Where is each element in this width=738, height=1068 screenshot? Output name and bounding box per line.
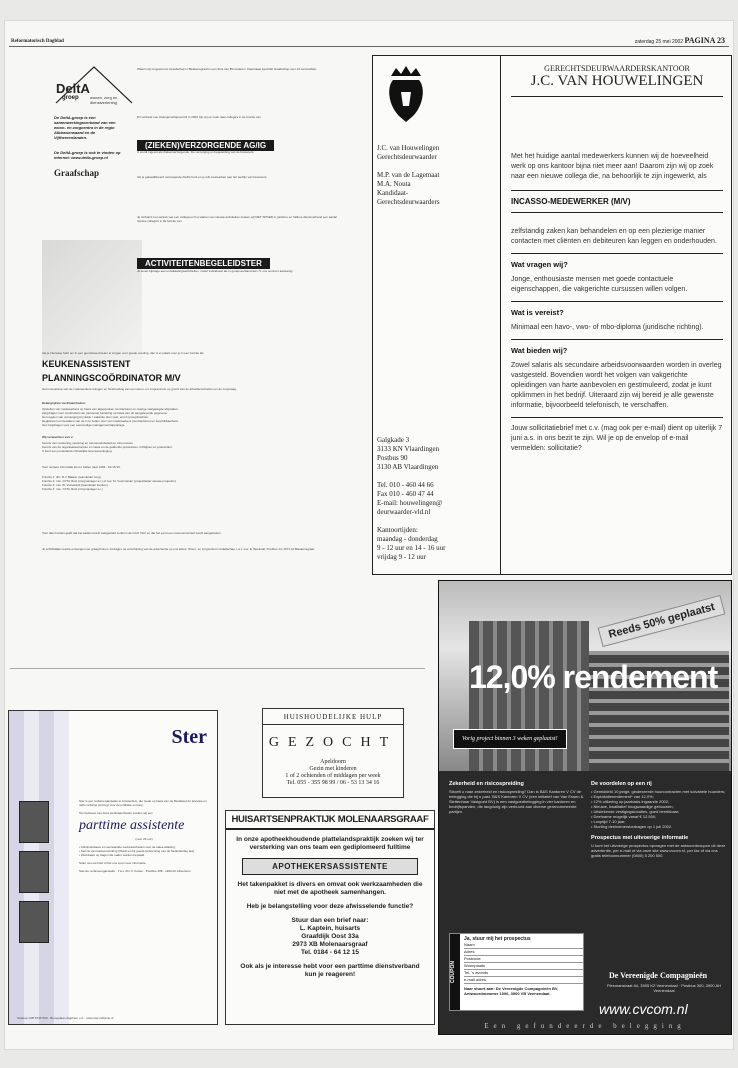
- mol-address-line: Tel. 0184 - 64 12 15: [300, 949, 360, 956]
- huisartsenpraktijk-ad: [225, 810, 435, 1025]
- mol-address-line: Stuur dan een brief naar:: [291, 917, 369, 924]
- job-heading: KEUKENASSISTENT: [42, 359, 131, 369]
- ster-item: • Kennis van tekstverwerking (Word) en bij goede beheersing van de Nederlandse taal;: [79, 849, 195, 853]
- ster-body: Ster is een reclamerganisatie te Amsterdam, die mede op basis van de Mediawet de televisie en radio reclame verzorgt voor de publieke omroep. Ten behoeve van deze werkzaamheden zoeken wij een parttime assistente (voor 24 uur) • Administratieve en secretariële werkzaamheden voor de sales-afdeling; • Kennis van tekstverwerking (Word) en bij goede beheersing van de Nederlandse taal; • Werkzaam op dagen die nader worden bepaald. Stuur ons uw brief of bel ons voor meer informatie. Ster-de reclameorganisatie · T.a.v. dhr. F. Koster · Postbus 408 · 1200 AK Hilversum: [79, 799, 209, 873]
- address-line: Galgkade 3: [377, 436, 410, 444]
- hh-details: [263, 759, 403, 787]
- voordeel-item: • Nieuwe, kwalitatief hoogwaardige gebouwen;: [591, 804, 674, 809]
- contact-list: [42, 475, 347, 491]
- delta-para: Je verband met vertrek van een collega en het starten van nieuwe activiteiten zoeken wij MET SPOED in parttime en fulltime dienstverband een aantal nieuwe collega's in de functie van: [137, 215, 337, 223]
- staff-line: Gerechtsdeurwaarder: [377, 153, 437, 161]
- staff-line: M.P. van de Lagemaat: [377, 171, 440, 179]
- ster-footer: Telefoon 035 6725 500 · Beroeplaan Algeheer v.d. · www.ster-reklame.nl: [17, 1016, 114, 1020]
- delta-para: Je levert bijdrage aan ontwikkelingsactiviteiten, zowel individueel als in groepsverband aan 7x ons centrum aanwezig.: [137, 269, 294, 273]
- graafschap-logo: Graafschap: [54, 168, 99, 178]
- voordeel-item: • Storting deelnemersbedragen op 1 juli 2002.: [591, 824, 673, 829]
- address-line: E-mail: houwelingen@: [377, 499, 443, 507]
- hh-line: Tel. 055 - 355 98 99 / 06 - 53 13 34 16: [286, 780, 380, 786]
- delta-contact: Voor verdere informatie kunt u bellen naar 0184 - 69 15 33.: [42, 465, 121, 469]
- ster-ad: [8, 710, 218, 1025]
- mol-address-line: L. Kaptein, huisarts: [299, 925, 361, 932]
- delta-para: Waarin wij zorgcentrum Graafschap in Bleskensgraaf is een Stuk van BV-ouderen. Daarnaast beschikt Graafschap over 22 serviceflats.: [137, 67, 317, 71]
- ster-item: • Werkzaam op dagen die nader worden bepaald.: [79, 853, 145, 857]
- delta-para: Als je interesse hebt om in een gemotiveerd team te zorgen voor goede voeding, dan is er plaats voor je in een functie als: [42, 351, 204, 355]
- huishoudelijke-hulp-ad: [262, 708, 404, 798]
- newspaper-name: Reformatorisch Dagblad: [11, 39, 64, 44]
- voordeel-item: • Exploitatierendement* van 12,0%;: [591, 794, 654, 799]
- hh-line: 1 of 2 ochtenden of middagen per week: [285, 773, 381, 779]
- website-link[interactable]: www.cvcom.nl: [599, 1001, 688, 1017]
- task-item: Opstellen van medewerkers op basis van afgesproken contracturen en overige vastgelegde afspraken.: [42, 407, 179, 411]
- task-item: Zorgdragen voor continuïteit van personele bezetting op basis van de aangeleverde gegevens.: [42, 411, 168, 415]
- coupon-title: Ja, stuur mij het prospectus: [464, 936, 531, 942]
- mol-para: In onze apotheekhoudende plattelandspraktijk zoeken wij ter versterking van ons team een gediplomeerd fulltime: [236, 836, 424, 851]
- staff-line: J.C. van Houwelingen: [377, 144, 440, 152]
- coupon-side-label: COUPON: [450, 934, 460, 1010]
- jc-intro: Met het huidige aantal medewerkers kunnen wij de hoeveelheid werk op ons kantoor bijna niet meer aan! Daarom zijn wij op zoek naar een nieuwe collega die, na behoorlijk te zijn ingewerkt, als: [511, 153, 714, 180]
- coupon-field[interactable]: Adres: [464, 949, 583, 956]
- coupon-field[interactable]: Postcode: [464, 956, 583, 963]
- job-heading: (ZIEKEN)VERZORGENDE AG/IG: [137, 135, 347, 153]
- job-heading: ACTIVITEITENBEGELEIDSTER: [137, 253, 347, 271]
- staff-line: [377, 162, 440, 171]
- houwelingen-ad: [372, 55, 732, 575]
- ster-logo: Ster: [171, 726, 207, 748]
- address-line: [377, 472, 445, 481]
- contact-item: Functie 2: mw. J.P.M. Rots (zorgmanager a.i.) of mw. M. Vuurmeister (projectleider nieuwe projecten): [42, 479, 176, 483]
- mol-role: APOTHEKERSASSISTENTE: [242, 858, 418, 875]
- requirement-item: Kennis van de organisatiestructuur en vaste en de geldende procedures, richtlijnen en protocollen.: [42, 445, 173, 449]
- address-line: Postbus 90: [377, 454, 408, 462]
- jc-question: Wat vragen wij?: [511, 260, 568, 269]
- delta-subhead: Wij verwachten van u:: [42, 435, 74, 439]
- voordeel-item: • 12% uitkering op jaarbasis ingaande 2002;: [591, 799, 670, 804]
- address-line: vrijdag 9 - 12 uur: [377, 553, 426, 561]
- houwelingen-address: [377, 436, 445, 562]
- contact-item: Functie 4: mw. J.P.M. Rots (zorgmanager a.i.): [42, 487, 103, 491]
- address-line: 9 - 12 uur en 14 - 16 uur: [377, 544, 446, 552]
- coupon-field[interactable]: Naam: [464, 942, 583, 949]
- jc-answer: Minimaal een havo-, vwo- of mbo-diploma (juridische richting).: [511, 324, 704, 331]
- delta-groep-ad: [42, 55, 352, 620]
- contact-item: Functie 1: dhr. R.J. Bakker (teamleider zorg): [42, 475, 101, 479]
- delta-tagline: wonen, zorg en dienstverlening: [90, 95, 118, 105]
- divider: [511, 301, 723, 302]
- task-item: Registreren en bewaken van de in te zetten uren van medewerkers (contracturen) en beschikbaarheid.: [42, 419, 179, 423]
- ster-item: • Administratieve en secretariële werkzaamheden voor de sales-afdeling;: [79, 845, 176, 849]
- divider: [511, 417, 723, 418]
- section-divider: [10, 668, 425, 669]
- address-line: 3133 KN Vlaardingen: [377, 445, 440, 453]
- divider: [511, 253, 723, 254]
- person-photo: [19, 901, 49, 943]
- kantoor-name: J.C. VAN HOUWELINGEN: [530, 73, 704, 89]
- mol-title: HUISARTSENPRAKTIJK MOLENAARSGRAAF: [226, 811, 434, 830]
- jc-apply: Jouw sollicitatiebrief met c.v. (mag ook per e-mail) dient op uiterlijk 7 juni a.s. in ons bezit te zijn. Wil je op de envelop of e-mail vermelden: sollicitatie?: [511, 425, 723, 452]
- requirement-item: Kennis van roostering, planning en personeelsbeleid op mbo-niveau.: [42, 441, 134, 445]
- task-item: Het regelen van vervanging bij ziekte / vakantie door vast- en/of oproepkrachten.: [42, 415, 150, 419]
- zekerheid-column: Zekerheid en risicospreiding Stroeft u naar zekerheid en risicospreiding? Dan is B&S Kantoren V CV de belegging die bij u past. B&S Kantoren V CV (een initiatief van Van Essen & Slettenhaar Vastgoed BV) is een vastgoedbelegging in vier kantoren en bedrijfspanden, die langdurig zijn verhuurd aan diverse gerenommeerde partijen.: [449, 781, 584, 814]
- mol-para: Ook als je interesse hebt voor een parttime dienstverband kun je reageren!: [240, 963, 420, 978]
- address-line: [377, 517, 445, 526]
- mol-address-line: 2973 XB Molenaarsgraaf: [292, 941, 368, 948]
- coupon-send: Naar stuurt aan: De Vereenigde Compagnieën BV, Antwoordnummer 1006, 3900 VB Veenendaal.: [464, 986, 559, 996]
- vereenigde-compagnieen-ad: [438, 580, 732, 1035]
- voordeel-item: • Deelname mogelijk vanaf € 12.500;: [591, 814, 657, 819]
- voordeel-item: • Looptijd 7-10 jaar;: [591, 819, 626, 824]
- page-header-date: zaterdag 25 mei 2002 PAGINA 23: [634, 36, 725, 45]
- delta-intro: De DeltA-groep is een samenwerkingsverband van een woon- en zorgcentra in de regio Alblasserwaard en de Vijfheerenlanden. De DeltA-groep is ook te vinden op internet: www.delta-groep.nl Graafschap: [54, 115, 126, 178]
- tagline: Een gefundeerde belegging: [484, 1022, 686, 1030]
- coupon-field[interactable]: Woonplaats: [464, 963, 583, 970]
- ster-job-title: parttime assistente: [79, 818, 185, 833]
- address-line: 3130 AB Vlaardingen: [377, 463, 439, 471]
- page-number: PAGINA 23: [684, 36, 725, 45]
- job-heading: PLANNINGSCOÖRDINATOR M/V: [42, 373, 181, 383]
- header-rule: [9, 46, 729, 47]
- address-line: Kantoortijden:: [377, 526, 418, 534]
- mol-address-line: Graafdijk Oost 33a: [301, 933, 359, 940]
- decorative-photo: [42, 240, 142, 360]
- divider: [511, 212, 723, 213]
- jc-answer: Zowel salaris als secundaire arbeidsvoorwaarden worden in overleg vastgesteld. Bovendien wordt het volgen van vakgerichte opleidingen van harte aanbevolen en gestimuleerd, zodat je kunt opklimmen in het bedrijf. Uiteraard zijn wij bereid je alle gewenste informatie, bijvoorbeeld telefonisch, te verschaffen.: [511, 362, 722, 409]
- delta-logo-sub: groep: [62, 95, 79, 101]
- vorig-project-badge: Vorig project binnen 3 weken geplaatst!: [453, 729, 567, 749]
- divider: [511, 96, 723, 97]
- voordeel-item: • Gemiddeld 10 jarige, gindexeerde huurcontracten met solvabele huurders;: [591, 789, 726, 794]
- delta-para: Dit verband met zwangerschapsverlof in 2002 zijn wij op zoek naar collega's in de functie van: [137, 115, 261, 119]
- hh-line: Apeldoorn: [320, 759, 346, 765]
- jc-role-text: zelfstandig zaken kan behandelen en op een plezierige manier contacten met cliënten en debiteuren kan leggen en onderhouden.: [511, 228, 717, 245]
- address-line: Fax 010 - 460 47 44: [377, 490, 434, 498]
- address-line: maandag - donderdag: [377, 535, 438, 543]
- delta-para: Het innovatieve van de medewerkers reinigen en huishouding van een woon- en zorgcentrum op grond van de arbeidscontracten en de zorgvraag.: [42, 387, 237, 391]
- jc-answer: Jonge, enthousiaste mensen met goede contactuele eigenschappen, die vakgerichte cursussen willen volgen.: [511, 276, 688, 293]
- vereenigde-address: Plesmanstraat 64, 3905 KZ Veenendaal · Postbus 300, 3900 AH Veenendaal: [606, 983, 722, 993]
- voordeel-item: • Uitstekende vestigingslocaties, goed bereikbaar;: [591, 809, 680, 814]
- task-list: [42, 407, 347, 427]
- divider: [511, 190, 723, 191]
- address-line: Tel. 010 - 460 44 66: [377, 481, 434, 489]
- jc-question: Wat is vereist?: [511, 308, 564, 317]
- houwelingen-sidebar: [373, 56, 501, 574]
- rendement-headline: 12,0% rendement: [469, 659, 718, 695]
- contact-item: Functie 3: mw. W. Vosseland (teamleider keuken): [42, 483, 108, 487]
- requirement-list: [42, 441, 347, 453]
- staff-line: Gerechtsdeurwaarders: [377, 198, 440, 206]
- address-line: deurwaarder-vld.nl: [377, 508, 431, 516]
- delta-footer: Voor alle functies geldt dat het salaris wordt vastgesteld conform de CAO V&V en dat het eerst een reservecontract wordt aangeboden.: [42, 531, 222, 535]
- houwelingen-content: [503, 56, 731, 574]
- staff-line: Kandidaat-: [377, 189, 409, 197]
- kantoor-label: GERECHTSDEURWAARDERSKANTOOR: [544, 64, 690, 73]
- delta-para: Als je gekwalificeerd verzorgende AG/IG bent en je wilt meewerken aan het welzijn van bewoners.: [137, 175, 268, 179]
- delta-footer: Je schriftelijke reactie ontvangen we graag binnen 14 dagen na verschijning van de advertentie op ons adres: Woon- en zorgcentrum Graafschap, t.a.v. mw. E. Boekstal, Postbus 14, 2971 AJ Bleskensgraaf.: [42, 547, 315, 551]
- voordelen-column: De voordelen op een rij • Gemiddeld 10 jarige, gindexeerde huurcontracten met solvabele huurders; • Exploitatierendement* van 12,0%; • 12% uitkering op jaarbasis ingaande 2002; • Nieuwe, kwalitatief hoogwaardige gebouwen; • Uitstekende vestigingslocaties, goed bereikbaar; • Deelname mogelijk vanaf € 12.500; • Looptijd 7-10 jaar; • Storting deelnemersbedragen op 1 juli 2002. Prospectus met uitvoerige informatie U kunt het uitvoerige prospectus opvragen met de antwoordcoupon uit deze advertentie, per e-mail of via onze site www.cvcom.nl, per fax of via ons gratis telefoonnummer (0800) 5 200 500.: [591, 781, 726, 858]
- person-photo: [19, 801, 49, 843]
- reeds-geplaatst-badge: Reeds 50% geplaatst: [597, 595, 725, 647]
- staff-line: M.A. Nouta: [377, 180, 411, 188]
- mol-para: Heb je belangstelling voor deze afwisselende functie?: [246, 903, 414, 910]
- person-photo: [19, 851, 49, 893]
- delta-para: U wordt ingezet als Ziekenverzorgende. De verzorging en begeleiding van de bewoners.: [137, 150, 255, 154]
- crown-coat-of-arms-icon: [381, 66, 431, 126]
- delta-subhead: Belangrijkste werkzaamheden:: [42, 401, 86, 405]
- requirement-item: U bent een protestants-christelijke levensovertuiging.: [42, 449, 113, 453]
- jc-role: INCASSO-MEDEWERKER (M/V): [511, 197, 631, 206]
- coupon-form[interactable]: [449, 933, 584, 1011]
- coupon-field[interactable]: e-mail adres: [464, 977, 583, 984]
- delta-logo-text: DeltA: [56, 81, 90, 96]
- hh-line: Gezin met kinderen: [309, 766, 357, 772]
- hh-gezocht: GEZOCHT: [268, 735, 398, 750]
- houwelingen-staff: [377, 144, 440, 207]
- mol-address: [226, 917, 434, 957]
- hh-title: HUISHOUDELIJKE HULP: [263, 713, 403, 725]
- vereenigde-logo: De Vereenigde Compagnieën: [609, 971, 708, 980]
- jc-question: Wat bieden wij?: [511, 346, 568, 355]
- task-item: Het zorgdragen voor een eenvoudige managementrapportage.: [42, 423, 126, 427]
- coupon-field[interactable]: Tel. 's avonds: [464, 970, 583, 977]
- divider: [511, 339, 723, 340]
- mol-para: Het takenpakket is divers en omvat ook werkzaamheden die niet met de apotheek samenhangen.: [237, 881, 423, 896]
